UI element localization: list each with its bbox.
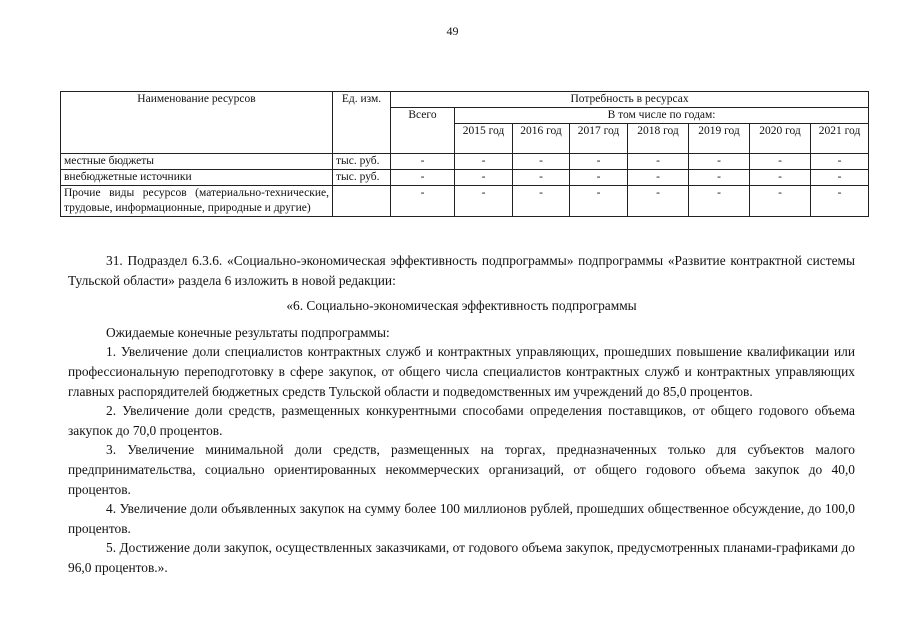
result-item: 5. Достижение доли закупок, осуществленных заказчиками, от годового объема закупок, предусмотренных планами-графиками до 96,0 процентов.». <box>68 540 855 575</box>
row-name: внебюджетные источники <box>61 170 333 186</box>
table-row <box>61 186 869 217</box>
cell-value: - <box>628 170 689 186</box>
cell-value: - <box>628 154 689 170</box>
result-item: 4. Увеличение доли объявленных закупок на сумму более 100 миллионов рублей, прошедших общественное обсуждение, до 100,0 процентов. <box>68 501 855 536</box>
header-need: Потребность в ресурсах <box>391 92 869 108</box>
table-row <box>61 154 869 170</box>
header-year: 2020 год <box>750 124 811 154</box>
row-name: Прочие виды ресурсов (материально-технические, трудовые, информационные, природные и другие) <box>61 186 333 217</box>
cell-value: - <box>391 170 455 186</box>
cell-value: - <box>811 186 869 217</box>
cell-value: - <box>570 154 628 170</box>
section-title: «6. Социально-экономическая эффективность подпрограммы <box>286 298 637 314</box>
cell-value: - <box>513 170 570 186</box>
cell-value: - <box>689 186 750 217</box>
table-row <box>61 170 869 186</box>
header-year: 2021 год <box>811 124 869 154</box>
row-unit: тыс. руб. <box>333 154 391 170</box>
header-unit: Ед. изм. <box>333 92 391 154</box>
cell-value: - <box>811 170 869 186</box>
cell-value: - <box>750 154 811 170</box>
cell-value: - <box>689 154 750 170</box>
cell-value: - <box>513 154 570 170</box>
cell-value: - <box>455 186 513 217</box>
cell-value: - <box>811 154 869 170</box>
header-year: 2017 год <box>570 124 628 154</box>
expected-results-heading: Ожидаемые конечные результаты подпрограммы: <box>106 324 390 340</box>
cell-value: - <box>570 186 628 217</box>
cell-value: - <box>391 154 455 170</box>
header-total: Всего <box>391 108 455 154</box>
result-item: 2. Увеличение доли средств, размещенных конкурентными способами определения поставщиков, от общего годового объема закупок до 70,0 процентов. <box>68 403 855 438</box>
cell-value: - <box>513 186 570 217</box>
cell-value: - <box>689 170 750 186</box>
cell-value: - <box>391 186 455 217</box>
header-by-years: В том числе по годам: <box>455 108 869 124</box>
row-unit <box>333 186 391 217</box>
row-name: местные бюджеты <box>61 154 333 170</box>
intro-paragraph: 31. Подраздел 6.3.6. «Социально-экономическая эффективность подпрограммы» подпрограммы «Развитие контрактной системы Тульской области» раздела 6 изложить в новой редакции: <box>68 253 855 288</box>
cell-value: - <box>455 170 513 186</box>
header-year: 2018 год <box>628 124 689 154</box>
header-resource-name: Наименование ресурсов <box>61 92 333 154</box>
cell-value: - <box>750 170 811 186</box>
header-year: 2016 год <box>513 124 570 154</box>
cell-value: - <box>750 186 811 217</box>
document-body <box>68 251 855 578</box>
page-number: 49 <box>446 24 459 38</box>
cell-value: - <box>570 170 628 186</box>
header-year: 2019 год <box>689 124 750 154</box>
cell-value: - <box>455 154 513 170</box>
result-item: 3. Увеличение минимальной доли средств, размещенных на торгах, предназначенных только для субъектов малого предпринимательства, социально ориентированных некоммерческих организаций, от общего годового объема закупок до 40,0 процентов. <box>68 442 855 497</box>
resources-table <box>60 91 869 217</box>
row-unit: тыс. руб. <box>333 170 391 186</box>
cell-value: - <box>628 186 689 217</box>
header-year: 2015 год <box>455 124 513 154</box>
result-item: 1. Увеличение доли специалистов контрактных служб и контрактных управляющих, прошедших повышение квалификации или профессиональную переподготовку в сфере закупок, от общего числа специалистов контрактных служб и контрактных управляющих главных распорядителей бюджетных средств Тульской области и подведомственных им учреждений до 85,0 процентов. <box>68 344 855 399</box>
